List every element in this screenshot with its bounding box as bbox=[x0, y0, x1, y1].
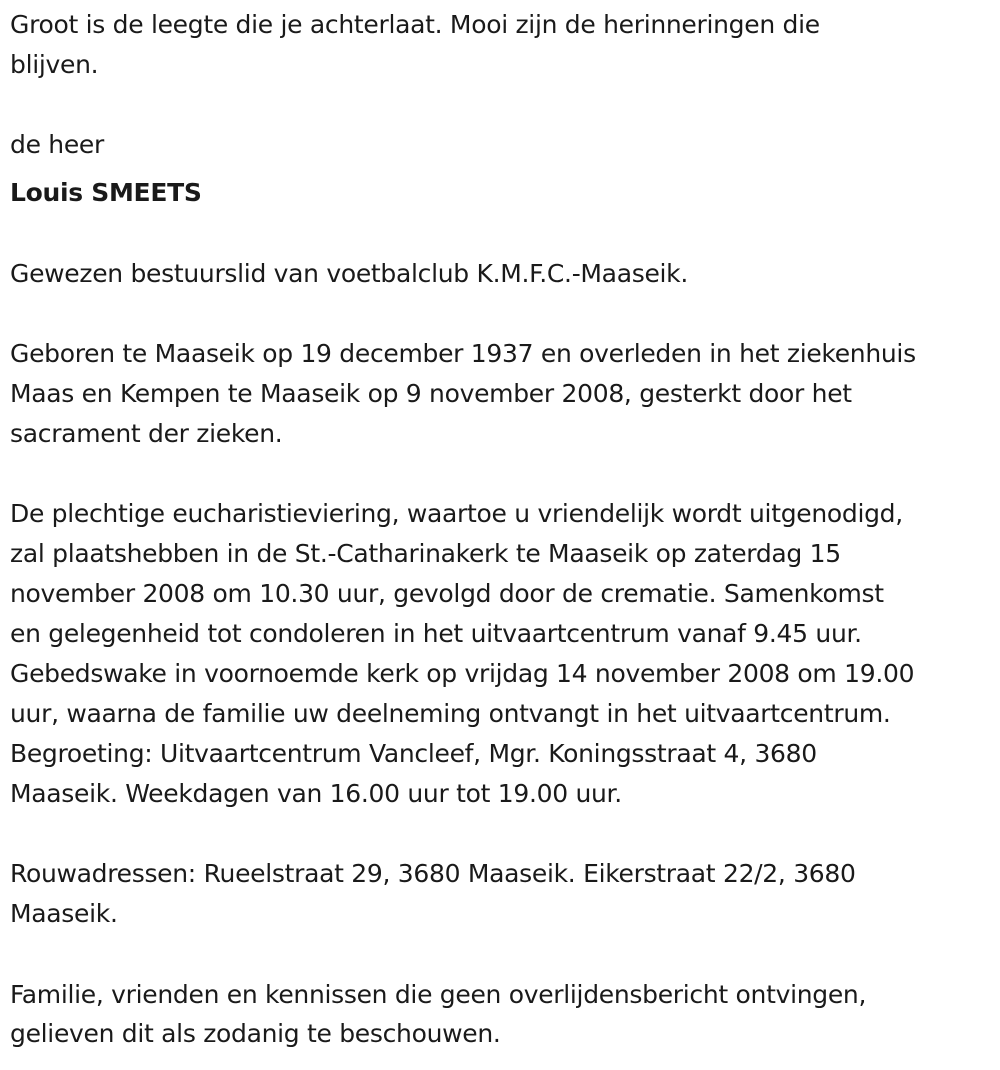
title-prefix: de heer bbox=[10, 130, 104, 159]
ceremony-line-6: uur, waarna de familie uw deelneming ontvangt in het uitvaartcentrum. bbox=[10, 699, 891, 728]
ceremony-line-1: De plechtige eucharistieviering, waartoe u vriendelijk wordt uitgenodigd, bbox=[10, 499, 903, 528]
ceremony-line-5: Gebedswake in voornoemde kerk op vrijdag 14 november 2008 om 19.00 bbox=[10, 659, 915, 688]
addresses-line-2: Maaseik. bbox=[10, 899, 118, 928]
ceremony-line-2: zal plaatshebben in de St.-Catharinakerk te Maaseik op zaterdag 15 bbox=[10, 539, 841, 568]
birth-line-3: sacrament der zieken. bbox=[10, 419, 283, 448]
addresses-line-1: Rouwadressen: Rueelstraat 29, 3680 Maaseik. Eikerstraat 22/2, 3680 bbox=[10, 859, 856, 888]
closing-line-1: Familie, vrienden en kennissen die geen overlijdensbericht ontvingen, bbox=[10, 980, 867, 1009]
closing-line-2: gelieven dit als zodanig te beschouwen. bbox=[10, 1019, 501, 1048]
role-text: Gewezen bestuurslid van voetbalclub K.M.F.C.-Maaseik. bbox=[10, 259, 688, 288]
ceremony-line-8: Maaseik. Weekdagen van 16.00 uur tot 19.00 uur. bbox=[10, 779, 622, 808]
intro-line-1: Groot is de leegte die je achterlaat. Mooi zijn de herinneringen die bbox=[10, 10, 820, 39]
ceremony-line-3: november 2008 om 10.30 uur, gevolgd door de crematie. Samenkomst bbox=[10, 579, 884, 608]
birth-line-1: Geboren te Maaseik op 19 december 1937 en overleden in het ziekenhuis bbox=[10, 339, 916, 368]
intro-line-2: blijven. bbox=[10, 50, 99, 79]
deceased-name: Louis SMEETS bbox=[10, 178, 202, 207]
birth-line-2: Maas en Kempen te Maaseik op 9 november 2008, gesterkt door het bbox=[10, 379, 852, 408]
ceremony-line-4: en gelegenheid tot condoleren in het uitvaartcentrum vanaf 9.45 uur. bbox=[10, 619, 862, 648]
ceremony-line-7: Begroeting: Uitvaartcentrum Vancleef, Mgr. Koningsstraat 4, 3680 bbox=[10, 739, 817, 768]
